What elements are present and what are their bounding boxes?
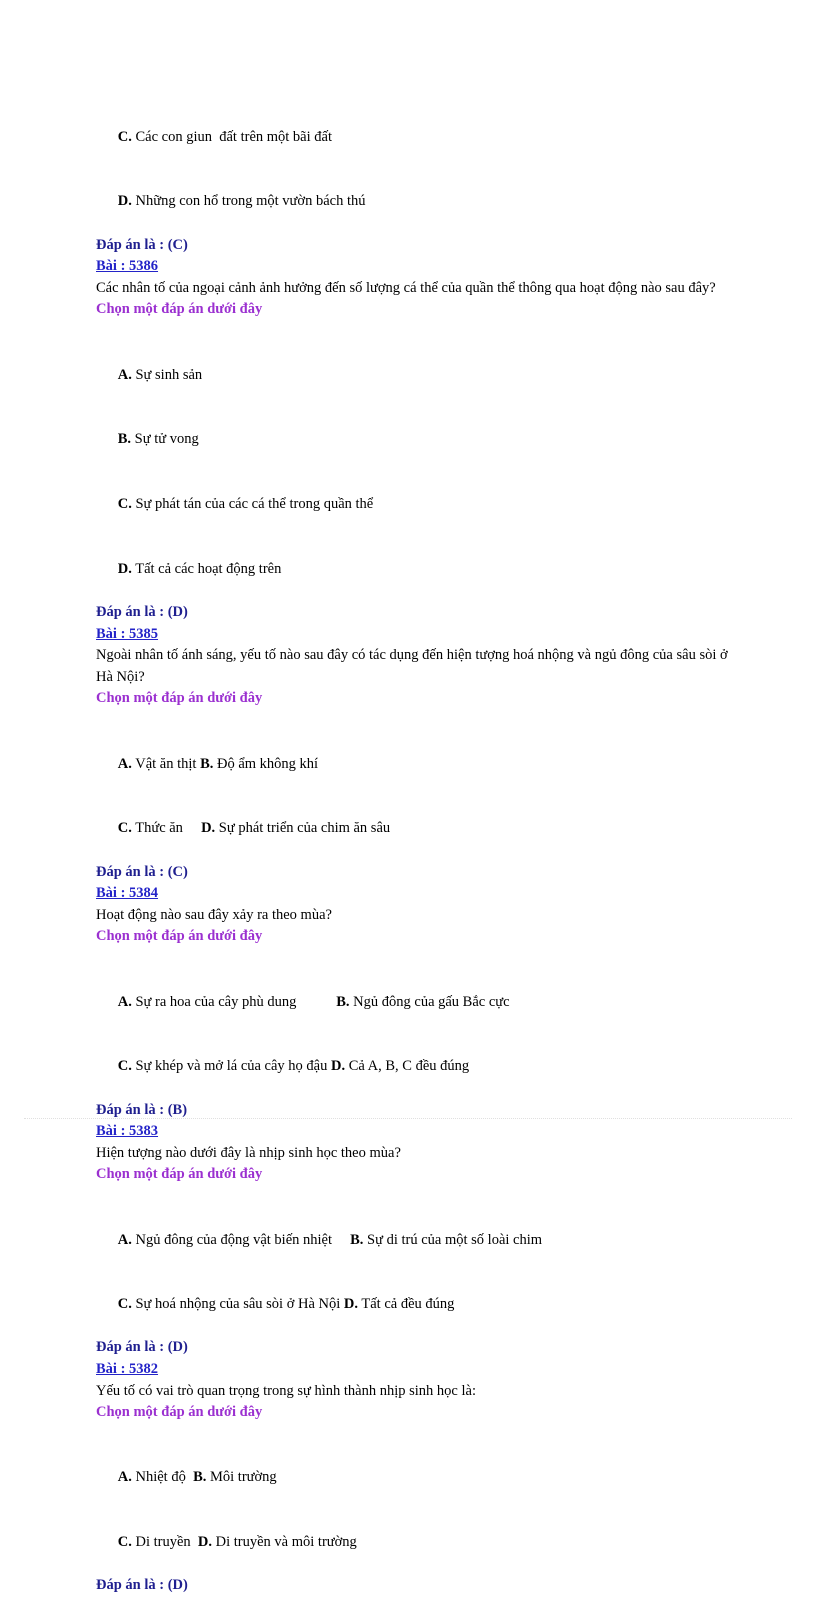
- option-letter: B.: [200, 755, 214, 772]
- spacer: [96, 710, 736, 732]
- option-text: Môi trường: [206, 1469, 277, 1486]
- option-line: [96, 473, 736, 538]
- option-letter: C.: [117, 1058, 132, 1075]
- option-text: Thức ăn: [131, 820, 202, 837]
- option-letter: D.: [331, 1058, 346, 1075]
- question-title-link[interactable]: Bài : 5386: [96, 258, 159, 275]
- choose-prompt: Chọn một đáp án dưới đây: [96, 301, 263, 318]
- option-text: Sự khép và mở lá của cây họ đậu: [131, 1058, 331, 1075]
- answer-line: Đáp án là : (D): [96, 1577, 188, 1594]
- spacer: [96, 1424, 736, 1446]
- option-line: [96, 343, 736, 408]
- question-block: [96, 883, 736, 1121]
- option-text: Tất cả đều đúng: [358, 1296, 455, 1313]
- option-letter: B.: [193, 1469, 207, 1486]
- option-line: [96, 170, 736, 235]
- option-line: [96, 537, 736, 602]
- spacer: [96, 1186, 736, 1208]
- option-text: Sự phát triển của chim ăn sâu: [215, 820, 391, 837]
- option-text: Các con giun đất trên một bãi đất: [131, 128, 332, 145]
- option-letter: C.: [117, 496, 132, 513]
- option-line: [96, 797, 736, 862]
- option-text: Di truyền: [131, 1534, 198, 1551]
- option-letter: D.: [117, 560, 132, 577]
- question-text: Các nhân tố của ngoại cảnh ảnh hưởng đến số lượng cá thể của quần thể thông qua hoạt động nào sau đây?: [96, 279, 716, 296]
- question-text: Yếu tố có vai trò quan trọng trong sự hình thành nhịp sinh học là:: [96, 1382, 476, 1399]
- question-title-link[interactable]: Bài : 5384: [96, 885, 159, 902]
- option-line: [96, 1208, 736, 1273]
- option-line: [96, 970, 736, 1035]
- choose-prompt: Chọn một đáp án dưới đây: [96, 690, 263, 707]
- question-text: Ngoài nhân tố ánh sáng, yếu tố nào sau đây có tác dụng đến hiện tượng hoá nhộng và ngủ đông của sâu sòi ở Hà Nội?: [96, 647, 728, 685]
- answer-line: Đáp án là : (B): [96, 1101, 188, 1118]
- option-letter: B.: [336, 993, 350, 1010]
- option-letter: B.: [350, 1231, 364, 1248]
- option-text: Di truyền và môi trường: [212, 1534, 357, 1551]
- option-text: Sự sinh sản: [131, 366, 203, 383]
- answer-line: Đáp án là : (C): [96, 236, 188, 253]
- option-letter: D.: [343, 1296, 359, 1313]
- option-text: Ngủ đông của động vật biến nhiệt: [131, 1231, 351, 1248]
- option-letter: C.: [117, 128, 132, 145]
- choose-prompt: Chọn một đáp án dưới đây: [96, 1404, 263, 1421]
- question-text: Hiện tượng nào dưới đây là nhịp sinh học theo mùa?: [96, 1144, 401, 1161]
- option-letter: A.: [117, 755, 132, 772]
- option-text: Nhiệt độ: [131, 1469, 194, 1486]
- question-title-link[interactable]: Bài : 5382: [96, 1361, 159, 1378]
- spacer: [96, 321, 736, 343]
- option-letter: A.: [117, 1469, 132, 1486]
- option-line: [96, 408, 736, 473]
- question-block: [96, 1359, 736, 1597]
- option-line: [96, 1035, 736, 1100]
- option-line: [96, 1446, 736, 1511]
- question-title-link[interactable]: Bài : 5385: [96, 625, 159, 642]
- option-text: Sự phát tán của các cá thể trong quần thể: [131, 496, 374, 513]
- option-line: [96, 1511, 736, 1576]
- option-text: Sự hoá nhộng của sâu sòi ở Hà Nội: [131, 1296, 344, 1313]
- option-text: Sự tử vong: [131, 431, 199, 448]
- option-line: [96, 105, 736, 170]
- question-block: [96, 256, 736, 624]
- option-letter: A.: [117, 1231, 132, 1248]
- answer-line: Đáp án là : (D): [96, 1339, 188, 1356]
- option-text: Những con hổ trong một vườn bách thú: [131, 193, 366, 210]
- option-letter: A.: [117, 993, 132, 1010]
- option-letter: C.: [117, 820, 132, 837]
- question-block: [96, 624, 736, 884]
- spacer: [96, 948, 736, 970]
- question-text: Hoạt động nào sau đây xảy ra theo mùa?: [96, 906, 332, 923]
- option-text: Cả A, B, C đều đúng: [345, 1058, 470, 1075]
- document-body: [96, 105, 736, 1597]
- option-letter: D.: [197, 1534, 213, 1551]
- option-text: Tất cả các hoạt động trên: [131, 560, 282, 577]
- question-title-link[interactable]: Bài : 5383: [96, 1123, 159, 1140]
- option-letter: B.: [117, 431, 132, 448]
- choose-prompt: Chọn một đáp án dưới đây: [96, 928, 263, 945]
- option-text: Độ ẩm không khí: [213, 755, 319, 772]
- choose-prompt: Chọn một đáp án dưới đây: [96, 1166, 263, 1183]
- page-bottom-rule: [24, 1118, 792, 1119]
- option-text: Sự ra hoa của cây phù dung: [131, 993, 337, 1010]
- option-letter: D.: [117, 193, 132, 210]
- option-text: Ngủ đông của gấu Bắc cực: [349, 993, 510, 1010]
- option-text: Sự di trú của một số loài chim: [363, 1231, 543, 1248]
- option-letter: D.: [201, 820, 216, 837]
- option-line: [96, 732, 736, 797]
- option-text: Vật ăn thịt: [131, 755, 201, 772]
- option-letter: A.: [117, 366, 132, 383]
- option-letter: C.: [117, 1296, 132, 1313]
- question-block: [96, 1121, 736, 1359]
- option-line: [96, 1273, 736, 1338]
- answer-line: Đáp án là : (C): [96, 863, 188, 880]
- answer-line: Đáp án là : (D): [96, 604, 188, 621]
- option-letter: C.: [117, 1534, 132, 1551]
- intro-block: [96, 105, 736, 256]
